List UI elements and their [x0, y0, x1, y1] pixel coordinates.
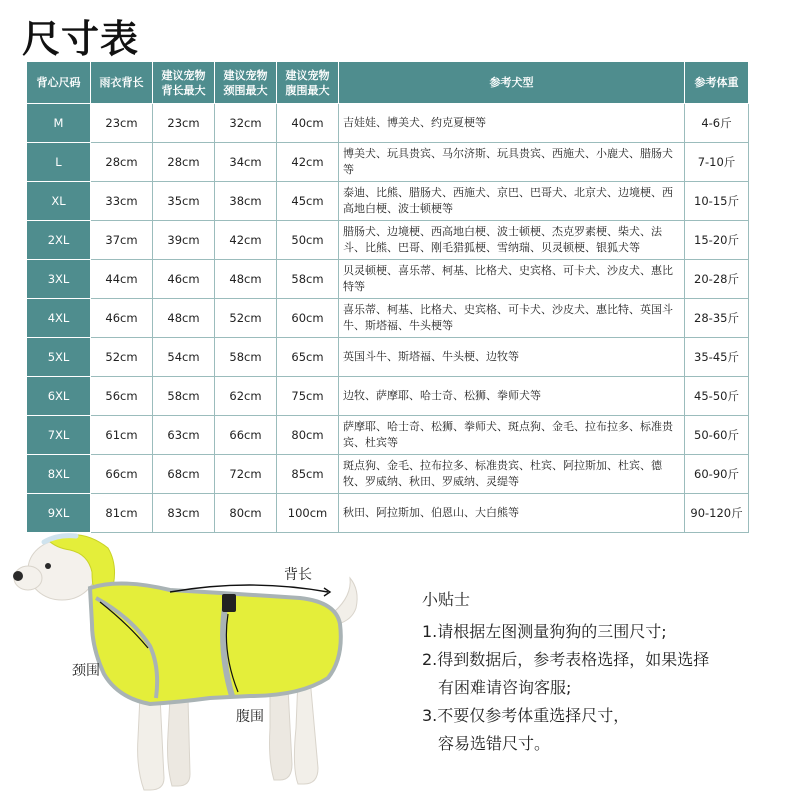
header-breeds: 参考犬型	[339, 62, 685, 104]
tip-line-2-cont: 有困难请咨询客服;	[438, 678, 572, 697]
tips-panel	[422, 586, 794, 758]
coat-length-cell: 66cm	[91, 455, 153, 494]
table-row	[27, 338, 749, 377]
back-max-cell: 54cm	[153, 338, 215, 377]
tip-line-3: 3.不要仅参考体重选择尺寸，	[422, 706, 630, 725]
weight-cell: 60-90斤	[685, 455, 749, 494]
neck-max-cell: 80cm	[215, 494, 277, 533]
coat-length-cell: 33cm	[91, 182, 153, 221]
size-cell: L	[27, 143, 91, 182]
header-neck-max: 建议宠物 颈围最大	[215, 62, 277, 104]
chest-max-cell: 60cm	[277, 299, 339, 338]
coat-length-cell: 61cm	[91, 416, 153, 455]
coat-length-cell: 37cm	[91, 221, 153, 260]
size-cell: 3XL	[27, 260, 91, 299]
size-cell: M	[27, 104, 91, 143]
chest-max-cell: 100cm	[277, 494, 339, 533]
page-title: 尺寸表	[22, 17, 140, 61]
table-row	[27, 455, 749, 494]
header-weight: 参考体重	[685, 62, 749, 104]
neck-max-cell: 72cm	[215, 455, 277, 494]
neck-max-cell: 66cm	[215, 416, 277, 455]
table-row	[27, 260, 749, 299]
coat-length-cell: 23cm	[91, 104, 153, 143]
weight-cell: 4-6斤	[685, 104, 749, 143]
weight-cell: 20-28斤	[685, 260, 749, 299]
breeds-cell: 秋田、阿拉斯加、伯恩山、大白熊等	[339, 494, 685, 533]
back-max-cell: 35cm	[153, 182, 215, 221]
breeds-cell: 边牧、萨摩耶、哈士奇、松狮、拳师犬等	[339, 377, 685, 416]
breeds-cell: 贝灵顿梗、喜乐蒂、柯基、比格犬、史宾格、可卡犬、沙皮犬、惠比特等	[339, 260, 685, 299]
coat-length-cell: 44cm	[91, 260, 153, 299]
chest-max-cell: 42cm	[277, 143, 339, 182]
tips-title: 小贴士	[422, 590, 471, 609]
size-cell: 6XL	[27, 377, 91, 416]
weight-cell: 90-120斤	[685, 494, 749, 533]
neck-max-cell: 52cm	[215, 299, 277, 338]
size-cell: 9XL	[27, 494, 91, 533]
neck-max-cell: 38cm	[215, 182, 277, 221]
back-max-cell: 68cm	[153, 455, 215, 494]
neck-max-cell: 42cm	[215, 221, 277, 260]
chest-max-cell: 58cm	[277, 260, 339, 299]
chest-max-cell: 45cm	[277, 182, 339, 221]
table-row	[27, 299, 749, 338]
back-max-cell: 39cm	[153, 221, 215, 260]
weight-cell: 50-60斤	[685, 416, 749, 455]
size-cell: 4XL	[27, 299, 91, 338]
breeds-cell: 萨摩耶、哈士奇、松狮、拳师犬、斑点狗、金毛、拉布拉多、标准贵宾、杜宾等	[339, 416, 685, 455]
neck-max-cell: 62cm	[215, 377, 277, 416]
neck-max-cell: 32cm	[215, 104, 277, 143]
weight-cell: 7-10斤	[685, 143, 749, 182]
table-row	[27, 143, 749, 182]
coat-length-cell: 56cm	[91, 377, 153, 416]
breeds-cell: 泰迪、比熊、腊肠犬、西施犬、京巴、巴哥犬、北京犬、边境梗、西高地白梗、波士顿梗等	[339, 182, 685, 221]
table-row	[27, 182, 749, 221]
tip-line-3-cont: 容易选错尺寸。	[438, 734, 551, 753]
back-max-cell: 23cm	[153, 104, 215, 143]
weight-cell: 35-45斤	[685, 338, 749, 377]
size-cell: 5XL	[27, 338, 91, 377]
size-cell: 8XL	[27, 455, 91, 494]
breeds-cell: 博美犬、玩具贵宾、马尔济斯、玩具贵宾、西施犬、小鹿犬、腊肠犬等	[339, 143, 685, 182]
weight-cell: 28-35斤	[685, 299, 749, 338]
breeds-cell: 喜乐蒂、柯基、比格犬、史宾格、可卡犬、沙皮犬、惠比特、英国斗牛、斯塔福、牛头梗等	[339, 299, 685, 338]
neck-max-cell: 58cm	[215, 338, 277, 377]
breeds-cell: 英国斗牛、斯塔福、牛头梗、边牧等	[339, 338, 685, 377]
table-row	[27, 104, 749, 143]
back-max-cell: 48cm	[153, 299, 215, 338]
weight-cell: 45-50斤	[685, 377, 749, 416]
table-header-row	[27, 62, 749, 104]
size-cell: 7XL	[27, 416, 91, 455]
breeds-cell: 斑点狗、金毛、拉布拉多、标准贵宾、杜宾、阿拉斯加、杜宾、德牧、罗威纳、秋田、罗威纳、灵缇等	[339, 455, 685, 494]
breeds-cell: 吉娃娃、博美犬、约克夏梗等	[339, 104, 685, 143]
neck-max-cell: 48cm	[215, 260, 277, 299]
chest-max-cell: 75cm	[277, 377, 339, 416]
breeds-cell: 腊肠犬、边境梗、西高地白梗、波士顿梗、杰克罗素梗、柴犬、法斗、比熊、巴哥、刚毛猎狐梗、雪纳瑞、贝灵顿梗、银狐犬等	[339, 221, 685, 260]
weight-cell: 10-15斤	[685, 182, 749, 221]
header-chest-max: 建议宠物 腹围最大	[277, 62, 339, 104]
header-back-max: 建议宠物 背长最大	[153, 62, 215, 104]
coat-length-cell: 52cm	[91, 338, 153, 377]
back-max-cell: 46cm	[153, 260, 215, 299]
back-max-cell: 83cm	[153, 494, 215, 533]
size-table	[26, 61, 749, 533]
dog-raincoat-illustration	[0, 528, 400, 800]
chest-max-cell: 85cm	[277, 455, 339, 494]
back-max-cell: 28cm	[153, 143, 215, 182]
neck-label: 颈围	[72, 663, 100, 679]
size-cell: XL	[27, 182, 91, 221]
size-cell: 2XL	[27, 221, 91, 260]
back-max-cell: 63cm	[153, 416, 215, 455]
back-length-label: 背长	[284, 567, 312, 583]
chest-max-cell: 80cm	[277, 416, 339, 455]
table-row	[27, 416, 749, 455]
table-body	[27, 104, 749, 533]
coat-length-cell: 46cm	[91, 299, 153, 338]
tip-line-1: 1.请根据左图测量狗狗的三围尺寸;	[422, 622, 667, 641]
table-row	[27, 494, 749, 533]
coat-length-cell: 81cm	[91, 494, 153, 533]
chest-max-cell: 65cm	[277, 338, 339, 377]
coat-length-cell: 28cm	[91, 143, 153, 182]
chest-max-cell: 50cm	[277, 221, 339, 260]
table-row	[27, 221, 749, 260]
dog-diagram	[0, 528, 400, 800]
tip-line-2: 2.得到数据后，参考表格选择，如果选择	[422, 650, 710, 669]
belly-label: 腹围	[236, 709, 264, 725]
weight-cell: 15-20斤	[685, 221, 749, 260]
back-max-cell: 58cm	[153, 377, 215, 416]
header-coat-length: 雨衣背长	[91, 62, 153, 104]
neck-max-cell: 34cm	[215, 143, 277, 182]
chest-max-cell: 40cm	[277, 104, 339, 143]
header-size: 背心尺码	[27, 62, 91, 104]
table-row	[27, 377, 749, 416]
